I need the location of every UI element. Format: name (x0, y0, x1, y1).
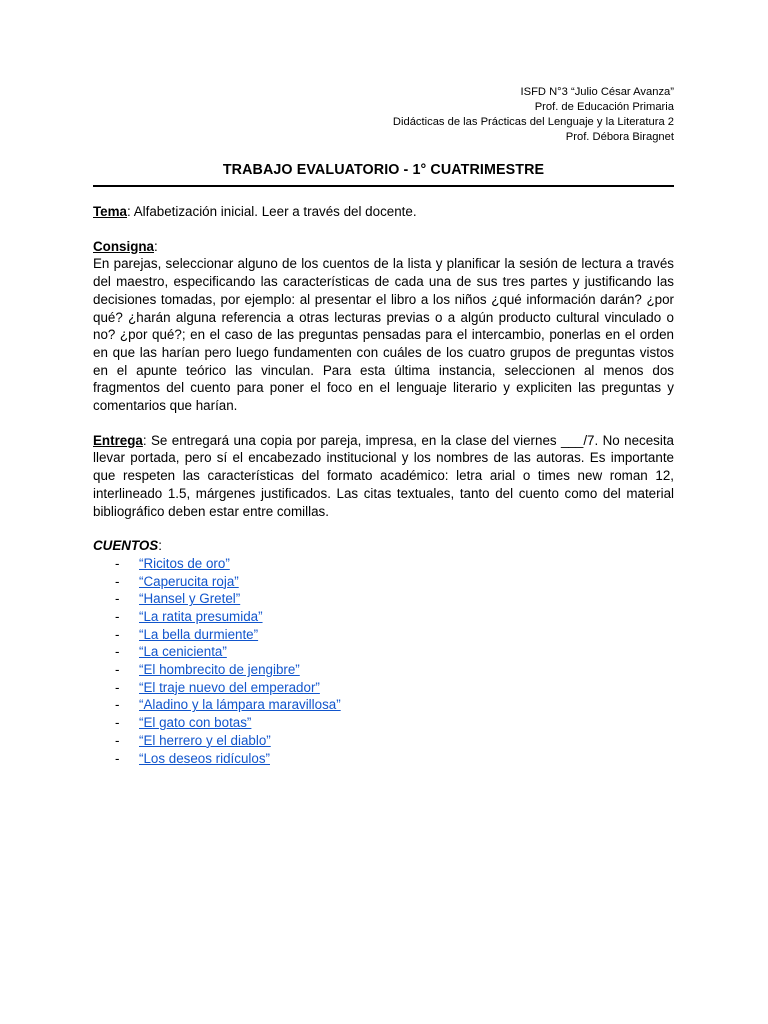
entrega-text: : Se entregará una copia por pareja, impresa, en la clase del viernes ___/7. No necesita llevar portada, pero sí el encabezado institucional y los nombres de las autoras. Es importante que respeten las características del formato académico: letra arial o times new roman 12, interlineado 1.5, márgenes justificados. Las citas textuales, tanto del cuento como del material bibliográfico deben estar entre comillas. (93, 432, 674, 519)
story-link-el-gato-con-botas[interactable]: “El gato con botas” (139, 715, 252, 731)
consigna-colon: : (154, 238, 158, 254)
list-bullet: - (115, 732, 120, 748)
list-item (93, 555, 674, 573)
header-line-program: Prof. de Educación Primaria (534, 101, 674, 113)
story-link-la-ratita-presumida[interactable]: “La ratita presumida” (139, 609, 263, 625)
list-item (93, 679, 674, 697)
list-bullet: - (115, 662, 120, 678)
story-link-aladino[interactable]: “Aladino y la lámpara maravillosa” (139, 697, 341, 713)
list-item (93, 573, 674, 591)
list-bullet: - (115, 555, 120, 571)
list-bullet: - (115, 644, 120, 660)
cuentos-colon: : (158, 538, 162, 554)
story-link-hansel-y-gretel[interactable]: “Hansel y Gretel” (139, 591, 241, 607)
institution-header (93, 85, 674, 145)
story-link-el-herrero-y-el-diablo[interactable]: “El herrero y el diablo” (139, 732, 271, 748)
document-page (93, 80, 674, 767)
consigna-paragraph: En parejas, seleccionar alguno de los cuentos de la lista y planificar la sesión de lectura a través del maestro, especificando las características de cada una de sus tres partes y justificando las decisiones tomadas, por ejemplo: al presentar el libro a los niños ¿qué información darán? ¿por qué? ¿harán alguna referencia a otras lecturas previas o a algún producto cultural vinculado o no? ¿por qué?; en el caso de las preguntas pensadas para el intercambio, ponerlas en el orden en que las harían pero luego fundamenten con cuáles de los cuatro grupos de preguntas vistos en el apunte teórico las vinculan. Para esta última instancia, seleccionen al menos dos fragmentos del cuento para poner el foco en el lenguaje literario y expliciten las preguntas y comentarios que harían. (93, 256, 674, 414)
list-bullet: - (115, 626, 120, 642)
list-item (93, 661, 674, 679)
story-list (93, 555, 674, 767)
story-link-la-cenicienta[interactable]: “La cenicienta” (139, 644, 227, 660)
consigna-label: Consigna (93, 238, 155, 254)
entrega-paragraph (93, 432, 674, 521)
consigna-heading (93, 238, 674, 256)
tema-label: Tema (93, 204, 127, 219)
story-link-ricitos-de-oro[interactable]: “Ricitos de oro” (139, 555, 230, 571)
tema-paragraph (93, 203, 674, 221)
list-bullet: - (115, 679, 120, 695)
list-bullet: - (115, 750, 120, 766)
header-line-course: Didácticas de las Prácticas del Lenguaje y la Literatura 2 (392, 116, 674, 128)
entrega-label: Entrega (93, 432, 143, 448)
list-item (93, 732, 674, 750)
tema-text: : Alfabetización inicial. Leer a través del docente. (127, 204, 417, 219)
list-item (93, 590, 674, 608)
list-item (93, 696, 674, 714)
story-link-la-bella-durmiente[interactable]: “La bella durmiente” (139, 626, 259, 642)
list-item (93, 626, 674, 644)
story-link-el-traje-nuevo-del-emperador[interactable]: “El traje nuevo del emperador” (139, 679, 320, 695)
cuentos-heading (93, 537, 674, 555)
list-bullet: - (115, 609, 120, 625)
page-title: TRABAJO EVALUATORIO - 1° CUATRIMESTRE (222, 162, 545, 178)
story-link-los-deseos-ridiculos[interactable]: “Los deseos ridículos” (139, 750, 270, 766)
list-item (93, 714, 674, 732)
cuentos-label: CUENTOS (93, 538, 159, 554)
list-bullet: - (115, 697, 120, 713)
list-item (93, 643, 674, 661)
title-divider (93, 185, 674, 187)
header-line-institute: ISFD N°3 “Julio César Avanza” (520, 86, 674, 98)
list-bullet: - (115, 715, 120, 731)
list-bullet: - (115, 591, 120, 607)
story-link-el-hombrecito-de-jengibre[interactable]: “El hombrecito de jengibre” (139, 662, 300, 678)
story-link-caperucita-roja[interactable]: “Caperucita roja” (139, 573, 239, 589)
header-line-professor: Prof. Débora Biragnet (565, 131, 674, 143)
list-item (93, 608, 674, 626)
list-bullet: - (115, 573, 120, 589)
list-item (93, 750, 674, 768)
